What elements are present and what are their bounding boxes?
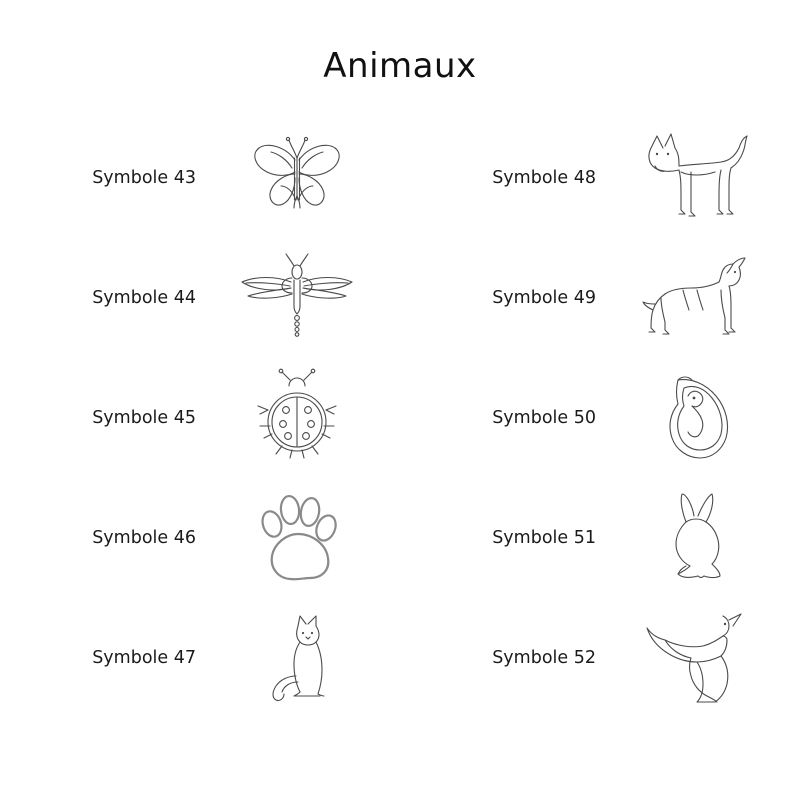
dragonfly-icon xyxy=(222,243,372,353)
symbol-entry-52[interactable] xyxy=(400,598,800,718)
symbol-entry-48[interactable] xyxy=(400,118,800,238)
symbol-label: Symbole 46 xyxy=(92,528,196,548)
symbol-label: Symbole 49 xyxy=(492,288,596,308)
symbol-label: Symbole 48 xyxy=(492,168,596,188)
bird-icon xyxy=(622,603,772,713)
symbol-label: Symbole 47 xyxy=(92,648,196,668)
symbol-entry-50[interactable] xyxy=(400,358,800,478)
cat-icon xyxy=(222,603,372,713)
symbol-label: Symbole 51 xyxy=(492,528,596,548)
symbol-label: Symbole 50 xyxy=(492,408,596,428)
horse-icon xyxy=(622,243,772,353)
paw-print-icon xyxy=(222,483,372,593)
symbol-label: Symbole 44 xyxy=(92,288,196,308)
butterfly-icon xyxy=(222,123,372,233)
symbol-entry-49[interactable] xyxy=(400,238,800,358)
symbol-entry-44[interactable] xyxy=(0,238,400,358)
ladybug-icon xyxy=(222,363,372,473)
horse-head-icon xyxy=(622,363,772,473)
symbol-label: Symbole 43 xyxy=(92,168,196,188)
symbol-label: Symbole 45 xyxy=(92,408,196,428)
symbol-entry-43[interactable] xyxy=(0,118,400,238)
rabbit-icon xyxy=(622,483,772,593)
symbol-entry-51[interactable] xyxy=(400,478,800,598)
symbol-label: Symbole 52 xyxy=(492,648,596,668)
symbol-grid xyxy=(0,118,800,718)
symbol-entry-46[interactable] xyxy=(0,478,400,598)
fox-icon xyxy=(622,123,772,233)
symbol-entry-47[interactable] xyxy=(0,598,400,718)
page-title: Animaux xyxy=(323,46,477,86)
symbol-entry-45[interactable] xyxy=(0,358,400,478)
